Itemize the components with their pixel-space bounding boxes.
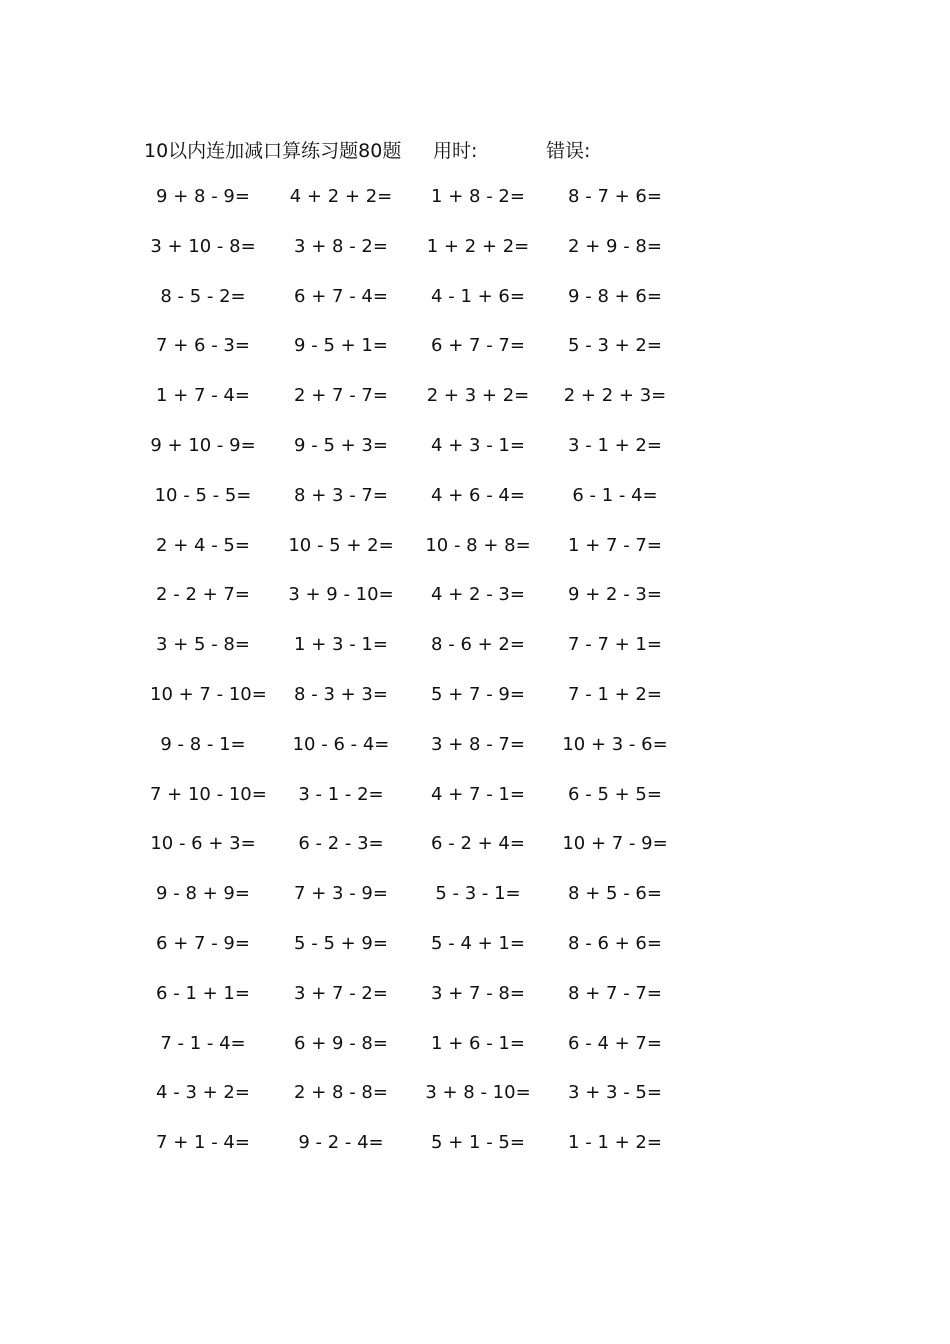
problem-row [0,385,950,435]
problem-item: 3 + 9 - 10= [288,584,394,606]
problem-item: 3 + 5 - 8= [156,634,250,656]
problem-row [0,535,950,585]
problem-item: 10 - 6 - 4= [292,733,390,755]
problem-row [0,1033,950,1083]
problem-item: 2 + 4 - 5= [156,534,250,556]
problem-item: 3 + 7 - 8= [431,982,525,1004]
problem-item: 6 + 7 - 9= [156,932,250,954]
problem-item: 6 - 1 - 4= [572,484,658,506]
problem-item: 6 - 2 + 4= [431,833,525,855]
problem-item: 4 + 2 + 2= [289,186,393,207]
problem-item: 10 + 3 - 6= [562,733,668,755]
problem-item: 8 - 7 + 6= [568,186,662,207]
problem-row [0,634,950,684]
problem-item: 3 + 8 - 10= [425,1082,531,1104]
problem-item: 1 + 7 - 7= [568,534,662,556]
problem-item: 7 + 3 - 9= [294,883,388,905]
problem-item: 4 + 7 - 1= [431,783,525,805]
problem-item: 8 + 7 - 7= [568,982,662,1004]
problem-item: 4 + 6 - 4= [431,484,525,506]
problem-item: 9 - 2 - 4= [298,1132,384,1154]
problem-item: 5 - 3 - 1= [435,883,521,905]
problem-row [0,186,950,236]
problem-item: 2 + 3 + 2= [426,385,530,407]
problem-item: 3 + 8 - 2= [294,235,388,257]
problem-row [0,1132,950,1182]
problem-item: 2 + 2 + 3= [563,385,667,407]
problem-row [0,784,950,834]
worksheet-header [0,136,950,166]
problem-item: 9 - 5 + 3= [294,434,388,456]
problem-item: 7 - 7 + 1= [568,634,662,656]
problem-row [0,435,950,485]
problem-item: 3 + 10 - 8= [150,235,256,257]
problem-item: 8 - 6 + 2= [431,634,525,656]
problem-item: 2 - 2 + 7= [156,584,250,606]
problem-item: 1 + 8 - 2= [431,186,525,207]
problem-item: 3 - 1 - 2= [298,783,384,805]
problem-item: 8 + 5 - 6= [568,883,662,905]
problem-item: 8 + 3 - 7= [294,484,388,506]
problem-item: 7 - 1 + 2= [568,683,662,705]
problem-item: 7 + 1 - 4= [156,1132,250,1154]
problem-item: 9 + 10 - 9= [150,434,256,456]
problem-item: 4 - 3 + 2= [156,1082,250,1104]
problem-row [0,236,950,286]
problem-item: 1 - 1 + 2= [568,1132,662,1154]
problem-item: 6 - 2 - 3= [298,833,384,855]
problem-item: 10 - 8 + 8= [425,534,531,556]
problem-item: 10 - 6 + 3= [150,833,256,855]
problem-item: 4 + 2 - 3= [431,584,525,606]
problem-row [0,584,950,634]
problem-item: 8 - 6 + 6= [568,932,662,954]
worksheet-title: 10以内连加减口算练习题80题 [144,140,402,162]
problem-item: 10 + 7 - 10= [150,683,267,705]
problem-item: 1 + 6 - 1= [431,1032,525,1054]
problem-item: 2 + 8 - 8= [294,1082,388,1104]
problem-item: 2 + 9 - 8= [568,235,662,257]
problem-row [0,684,950,734]
problem-item: 9 + 2 - 3= [568,584,662,606]
problem-row [0,286,950,336]
problem-item: 9 - 5 + 1= [294,335,388,357]
problem-row [0,485,950,535]
problem-item: 6 - 5 + 5= [568,783,662,805]
problem-row [0,983,950,1033]
problem-item: 5 + 7 - 9= [431,683,525,705]
problem-item: 6 + 9 - 8= [294,1032,388,1054]
problem-item: 5 - 5 + 9= [294,932,388,954]
problem-item: 7 + 6 - 3= [156,335,250,357]
problem-item: 6 - 4 + 7= [568,1032,662,1054]
problem-item: 9 - 8 + 6= [568,285,662,307]
problem-item: 2 + 7 - 7= [294,385,388,407]
problem-item: 1 + 3 - 1= [294,634,388,656]
problem-item: 8 - 5 - 2= [160,285,246,307]
problem-item: 3 + 7 - 2= [294,982,388,1004]
problem-item: 3 + 8 - 7= [431,733,525,755]
problem-item: 9 - 8 + 9= [156,883,250,905]
problem-row [0,734,950,784]
problem-item: 6 - 1 + 1= [156,982,250,1004]
time-label: 用时: [433,140,478,162]
problem-item: 10 - 5 + 2= [288,534,394,556]
problem-item: 10 + 7 - 9= [562,833,668,855]
problem-row [0,933,950,983]
problem-item: 7 + 10 - 10= [150,783,267,805]
problem-row [0,833,950,883]
problem-item: 1 + 7 - 4= [156,385,250,407]
problem-grid [0,186,950,1182]
problem-item: 1 + 2 + 2= [426,235,530,257]
problem-row [0,335,950,385]
problem-item: 3 - 1 + 2= [568,434,662,456]
problem-item: 4 + 3 - 1= [431,434,525,456]
problem-item: 9 + 8 - 9= [156,186,250,207]
problem-item: 6 + 7 - 7= [431,335,525,357]
problem-item: 5 - 3 + 2= [568,335,662,357]
problem-item: 6 + 7 - 4= [294,285,388,307]
problem-item: 4 - 1 + 6= [431,285,525,307]
problem-item: 5 + 1 - 5= [431,1132,525,1154]
problem-row [0,1082,950,1132]
problem-item: 3 + 3 - 5= [568,1082,662,1104]
problem-item: 5 - 4 + 1= [431,932,525,954]
problem-item: 7 - 1 - 4= [160,1032,246,1054]
problem-row [0,883,950,933]
error-label: 错误: [546,140,591,162]
problem-item: 8 - 3 + 3= [294,683,388,705]
problem-item: 9 - 8 - 1= [160,733,246,755]
problem-item: 10 - 5 - 5= [154,484,252,506]
